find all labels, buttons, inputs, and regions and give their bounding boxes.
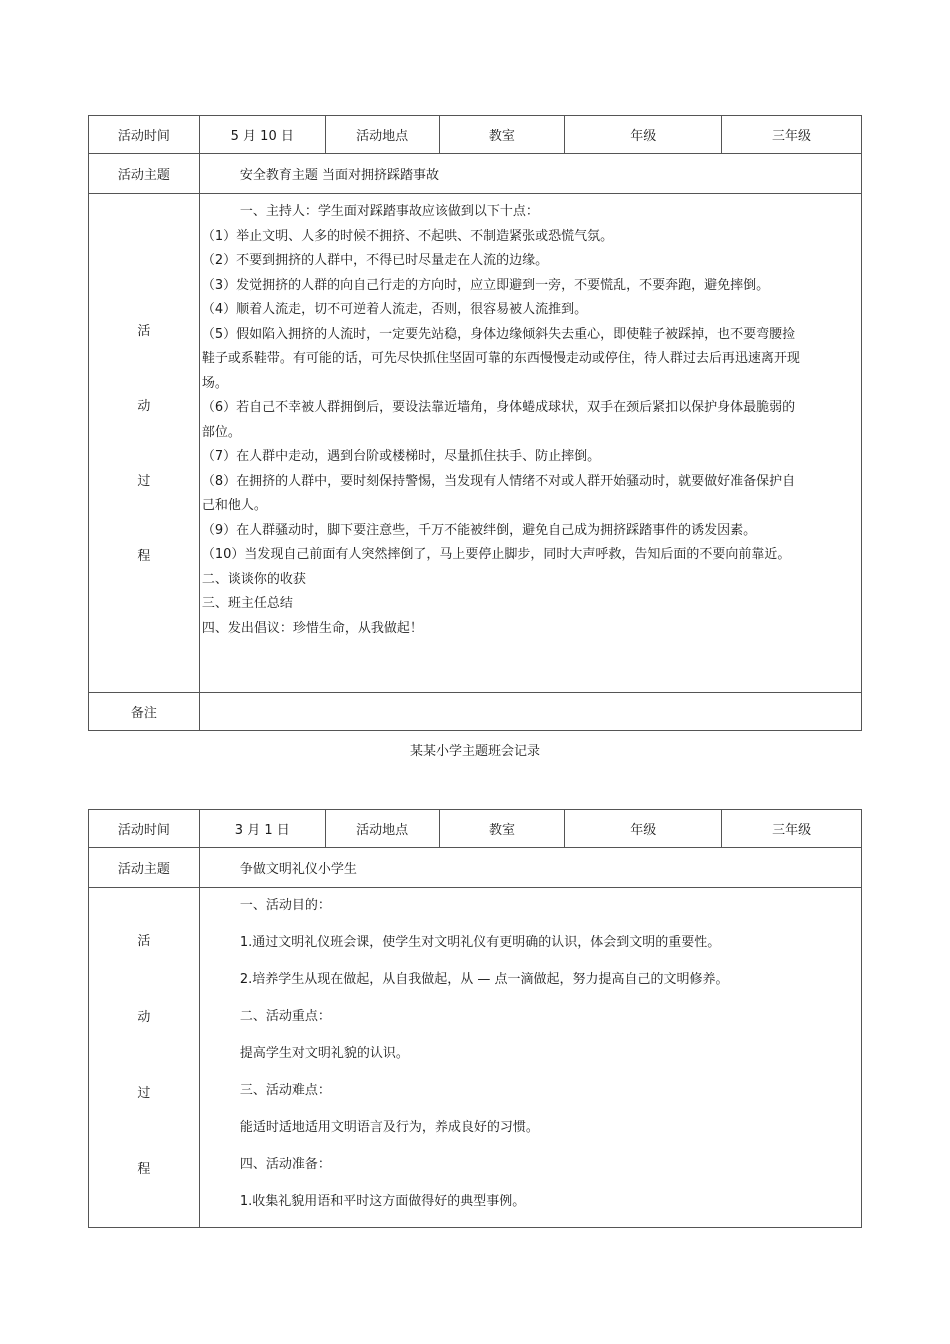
process-line: 1.收集礼貌用语和平时这方面做得好的典型事例。 (239, 1194, 526, 1209)
process-line: （3）发觉拥挤的人群的向自己行走的方向时，应立即避到一旁，不要慌乱，不要奔跑，避免摔倒。 (201, 277, 770, 293)
process-row (89, 888, 862, 1228)
process-line: （8）在拥挤的人群中，要时刻保持警惕，当发现有人情绪不对或人群开始骚动时，就要做好准备保护自 (201, 473, 796, 489)
process-label-char: 过 (137, 1086, 151, 1101)
notes-row (89, 693, 862, 731)
process-line: （2）不要到拥挤的人群中，不得已时尽量走在人流的边缘。 (201, 253, 549, 268)
record-table-2 (88, 809, 862, 1228)
process-line: 鞋子或系鞋带。有可能的话，可先尽快抓住坚固可靠的东西慢慢走动或停住，待人群过去后再迅速离开现 (201, 351, 800, 366)
process-line: （9）在人群骚动时，脚下要注意些，千万不能被绊倒，避免自己成为拥挤踩踏事件的诱发因素。 (201, 522, 757, 538)
time-value: 5 月 10 日 (199, 116, 325, 154)
process-label (89, 888, 200, 1228)
process-line: 三、活动难点： (239, 1083, 331, 1098)
process-line: （1）举止文明、人多的时候不拥挤、不起哄、不制造紧张或恐慌气氛。 (201, 228, 614, 244)
theme-value: 安全教育主题 当面对拥挤踩踏事故 (199, 154, 861, 194)
theme-label: 活动主题 (89, 154, 200, 194)
process-label-char: 活 (137, 324, 151, 339)
process-line: 一、主持人：学生面对踩踏事故应该做到以下十点： (239, 204, 539, 219)
place-label: 活动地点 (325, 116, 439, 154)
time-row (89, 116, 862, 154)
grade-value: 三年级 (722, 116, 862, 154)
process-label-char: 活 (137, 934, 151, 949)
process-row (89, 194, 862, 693)
process-label-char: 动 (137, 399, 151, 414)
process-label-char: 程 (137, 1162, 151, 1177)
page-caption: 某某小学主题班会记录 (409, 744, 540, 759)
theme-row (89, 848, 862, 888)
process-line: 提高学生对文明礼貌的认识。 (239, 1046, 409, 1061)
process-line: （4）顺着人流走，切不可逆着人流走，否则，很容易被人流推到。 (201, 302, 588, 317)
time-label: 活动时间 (89, 810, 200, 848)
process-line: 三、班主任总结 (201, 596, 293, 611)
grade-label: 年级 (565, 116, 722, 154)
process-line: 一、活动目的： (239, 898, 331, 913)
theme-label: 活动主题 (89, 848, 200, 888)
process-line: 四、发出倡议：珍惜生命，从我做起！ (201, 620, 423, 636)
process-line: 己和他人。 (201, 498, 267, 513)
process-label-char: 动 (137, 1010, 151, 1025)
place-value: 教室 (439, 116, 565, 154)
time-value: 3 月 1 日 (199, 810, 325, 848)
process-line: （7）在人群中走动，遇到台阶或楼梯时，尽量抓住扶手、防止摔倒。 (201, 449, 601, 464)
notes-value (199, 693, 861, 731)
process-content (199, 194, 861, 693)
process-line: 二、活动重点： (239, 1009, 331, 1024)
process-line: （5）假如陷入拥挤的人流时，一定要先站稳，身体边缘倾斜失去重心，即使鞋子被踩掉，也不要弯腰捡 (201, 326, 796, 342)
time-label: 活动时间 (89, 116, 200, 154)
process-line: 部位。 (201, 424, 241, 440)
process-line: 2.培养学生从现在做起，从自我做起，从 — 点一滴做起，努力提高自己的文明修养。 (239, 972, 729, 987)
process-line: （6）若自己不幸被人群拥倒后，要设法靠近墙角，身体蜷成球状，双手在颈后紧扣以保护身体最脆弱的 (201, 400, 796, 415)
process-line: （10）当发现自己前面有人突然摔倒了，马上要停止脚步，同时大声呼救，告知后面的不要向前靠近。 (201, 547, 791, 562)
notes-label: 备注 (89, 693, 200, 731)
process-line: 能适时适地适用文明语言及行为，养成良好的习惯。 (239, 1120, 539, 1135)
process-label (89, 194, 200, 693)
process-line: 四、活动准备： (239, 1157, 331, 1172)
grade-label: 年级 (565, 810, 722, 848)
process-label-char: 过 (137, 474, 151, 489)
process-content (199, 888, 861, 1228)
record-table-1 (88, 115, 862, 731)
grade-value: 三年级 (722, 810, 862, 848)
place-label: 活动地点 (325, 810, 439, 848)
process-label-char: 程 (137, 549, 151, 564)
process-line: 1.通过文明礼仪班会课，使学生对文明礼仪有更明确的认识，体会到文明的重要性。 (239, 935, 721, 950)
time-row (89, 810, 862, 848)
process-line: 二、谈谈你的收获 (201, 571, 306, 587)
place-value: 教室 (439, 810, 565, 848)
theme-value: 争做文明礼仪小学生 (199, 848, 861, 888)
process-line: 场。 (201, 375, 228, 391)
theme-row (89, 154, 862, 194)
